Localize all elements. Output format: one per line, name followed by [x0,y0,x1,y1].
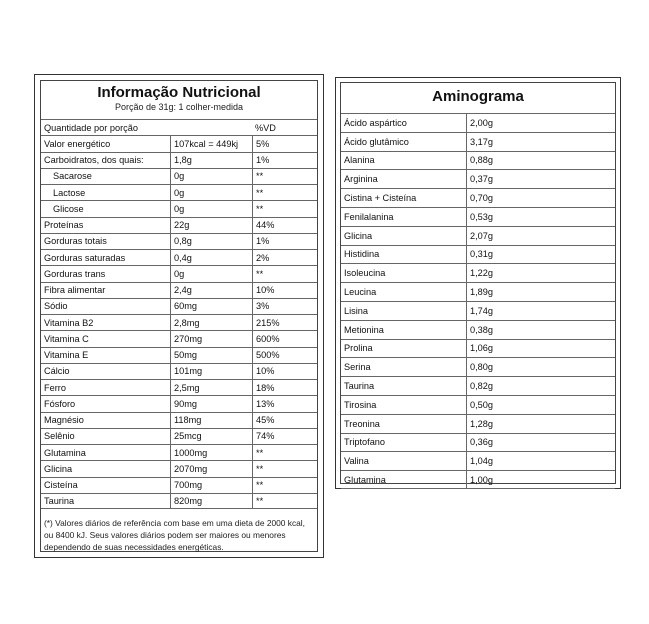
nutrient-name: Magnésio [44,415,84,426]
quantity-header: Quantidade por porção [44,122,138,133]
amino-name: Arginina [344,174,378,185]
amino-amount: 1,28g [466,415,615,433]
nutrient-vd: 13% [252,396,317,411]
nutrient-amount: 101mg [170,364,252,379]
amino-amount: 0,38g [466,321,615,339]
nutrient-vd: ** [252,494,317,508]
aminogram-frame [340,82,616,484]
nutrient-name: Carboidratos, dos quais: [44,155,144,166]
nutrition-row [41,200,317,216]
amino-row [341,414,615,433]
nutrient-vd: 10% [252,283,317,298]
nutrition-facts-panel [34,74,324,558]
amino-amount: 0,80g [466,358,615,376]
amino-row [341,339,615,358]
amino-name: Tirosina [344,399,377,410]
nutrient-name: Selênio [44,431,75,442]
nutrient-name: Fósforo [44,398,76,409]
amino-name: Metionina [344,324,384,335]
amino-row [341,301,615,320]
amino-row [341,188,615,207]
nutrition-row [41,168,317,184]
nutrition-row [41,363,317,379]
amino-amount: 0,31g [466,246,615,264]
nutrition-row [41,314,317,330]
nutrient-name: Sódio [44,301,68,312]
nutrient-amount: 0g [170,185,252,200]
amino-row [341,433,615,452]
amino-row [341,169,615,188]
amino-amount: 3,17g [466,133,615,151]
nutrient-vd: ** [252,185,317,200]
nutrient-name: Ferro [44,382,66,393]
nutrient-vd: ** [252,169,317,184]
nutrient-name: Glicina [44,463,73,474]
nutrient-name: Lactose [53,187,86,198]
nutrient-vd: 215% [252,315,317,330]
nutrition-header-row [41,119,317,135]
nutrient-name: Taurina [44,495,75,506]
nutrient-name: Vitamina E [44,350,89,361]
nutrient-name: Glicose [53,203,84,214]
amino-name: Ácido aspártico [344,117,407,128]
amino-name: Glicina [344,230,373,241]
amino-amount: 0,53g [466,208,615,226]
nutrient-amount: 820mg [170,494,252,508]
amino-row [341,245,615,264]
nutrient-vd: 18% [252,380,317,395]
nutrition-row [41,460,317,476]
nutrient-name: Cálcio [44,366,70,377]
nutrition-row [41,477,317,493]
nutrition-table [41,119,317,509]
nutrient-vd: 1% [252,234,317,249]
amino-amount: 1,74g [466,302,615,320]
nutrient-name: Gorduras trans [44,268,106,279]
nutrition-footnote: (*) Valores diários de referência com base em uma dieta de 2000 kcal, ou 8400 kJ. Seus valores diários podem ser maiores ou menores dependendo de suas necessidades energéticas. [44,518,305,552]
nutrition-row [41,395,317,411]
amino-row [341,470,615,489]
nutrient-vd: 600% [252,331,317,346]
amino-row [341,151,615,170]
nutrient-vd: 500% [252,348,317,363]
amino-name: Prolina [344,343,373,354]
amino-row [341,376,615,395]
nutrition-row [41,412,317,428]
amino-name: Lisina [344,305,369,316]
nutrient-name: Sacarose [53,171,92,182]
amino-name: Isoleucina [344,268,386,279]
amino-amount: 0,70g [466,189,615,207]
nutrient-amount: 2,5mg [170,380,252,395]
amino-row [341,395,615,414]
amino-row [341,113,615,132]
amino-name: Leucina [344,287,377,298]
nutrient-name: Cisteína [44,480,78,491]
amino-name: Valina [344,456,369,467]
nutrition-row [41,233,317,249]
nutrient-amount: 2,4g [170,283,252,298]
nutrition-row [41,330,317,346]
nutrient-vd: 45% [252,413,317,428]
nutrition-row [41,184,317,200]
nutrient-vd: ** [252,445,317,460]
nutrient-vd: ** [252,201,317,216]
amino-name: Fenilalanina [344,211,394,222]
amino-name: Ácido glutâmico [344,136,409,147]
nutrition-row [41,444,317,460]
nutrient-name: Vitamina B2 [44,317,94,328]
nutrient-amount: 0g [170,169,252,184]
nutrition-row [41,493,317,509]
amino-name: Cistina + Cisteína [344,193,417,204]
nutrition-row [41,379,317,395]
amino-amount: 0,37g [466,170,615,188]
amino-amount: 2,07g [466,227,615,245]
nutrition-row [41,152,317,168]
nutrient-name: Vitamina C [44,333,89,344]
nutrient-name: Valor energético [44,138,111,149]
amino-row [341,226,615,245]
amino-amount: 0,50g [466,396,615,414]
amino-row [341,263,615,282]
nutrient-name: Fibra alimentar [44,285,106,296]
nutrient-amount: 22g [170,218,252,233]
nutrition-row [41,298,317,314]
vd-header: %VD [255,122,276,133]
amino-name: Treonina [344,418,380,429]
nutrient-name: Proteínas [44,220,84,231]
nutrient-amount: 107kcal = 449kj [170,136,252,151]
nutrient-amount: 50mg [170,348,252,363]
amino-row [341,357,615,376]
amino-amount: 1,04g [466,452,615,470]
nutrition-row [41,428,317,444]
nutrient-amount: 25mcg [170,429,252,444]
nutrient-amount: 60mg [170,299,252,314]
nutrient-amount: 0,4g [170,250,252,265]
nutrient-vd: 5% [252,136,317,151]
nutrient-vd: ** [252,266,317,281]
amino-row [341,451,615,470]
nutrition-row [41,217,317,233]
nutrient-amount: 700mg [170,478,252,493]
nutrition-title: Informação Nutricional [97,84,261,101]
amino-amount: 0,88g [466,152,615,170]
nutrient-amount: 0g [170,266,252,281]
nutrient-amount: 118mg [170,413,252,428]
nutrient-amount: 270mg [170,331,252,346]
nutrient-amount: 90mg [170,396,252,411]
nutrient-name: Glutamina [44,447,86,458]
amino-row [341,132,615,151]
nutrient-vd: 3% [252,299,317,314]
amino-name: Serina [344,362,371,373]
amino-amount: 0,82g [466,377,615,395]
amino-name: Taurina [344,381,375,392]
serving-size: Porção de 31g: 1 colher-medida [114,102,244,112]
nutrient-vd: 2% [252,250,317,265]
nutrient-vd: 74% [252,429,317,444]
nutrition-row [41,135,317,151]
amino-name: Histidina [344,249,380,260]
aminogram-table [341,113,615,489]
aminogram-panel [335,77,621,489]
amino-amount: 1,06g [466,340,615,358]
amino-amount: 1,22g [466,264,615,282]
nutrient-amount: 2,8mg [170,315,252,330]
amino-row [341,282,615,301]
amino-amount: 1,89g [466,283,615,301]
nutrient-vd: 1% [252,153,317,168]
nutrient-amount: 2070mg [170,461,252,476]
amino-name: Glutamina [344,474,386,485]
nutrition-row [41,265,317,281]
nutrient-amount: 1000mg [170,445,252,460]
amino-row [341,320,615,339]
amino-amount: 2,00g [466,114,615,132]
aminogram-title: Aminograma [432,88,524,105]
nutrient-vd: ** [252,478,317,493]
nutrient-vd: 44% [252,218,317,233]
nutrient-name: Gorduras saturadas [44,252,126,263]
nutrient-name: Gorduras totais [44,236,107,247]
nutrient-vd: ** [252,461,317,476]
nutrient-amount: 0g [170,201,252,216]
nutrition-row [41,249,317,265]
amino-name: Alanina [344,155,375,166]
nutrient-amount: 1,8g [170,153,252,168]
nutrition-row [41,282,317,298]
amino-name: Triptofano [344,437,386,448]
nutrient-amount: 0,8g [170,234,252,249]
amino-amount: 1,00g [466,471,615,488]
nutrition-row [41,347,317,363]
amino-row [341,207,615,226]
amino-amount: 0,36g [466,434,615,452]
nutrient-vd: 10% [252,364,317,379]
nutrition-facts-frame [40,80,318,552]
